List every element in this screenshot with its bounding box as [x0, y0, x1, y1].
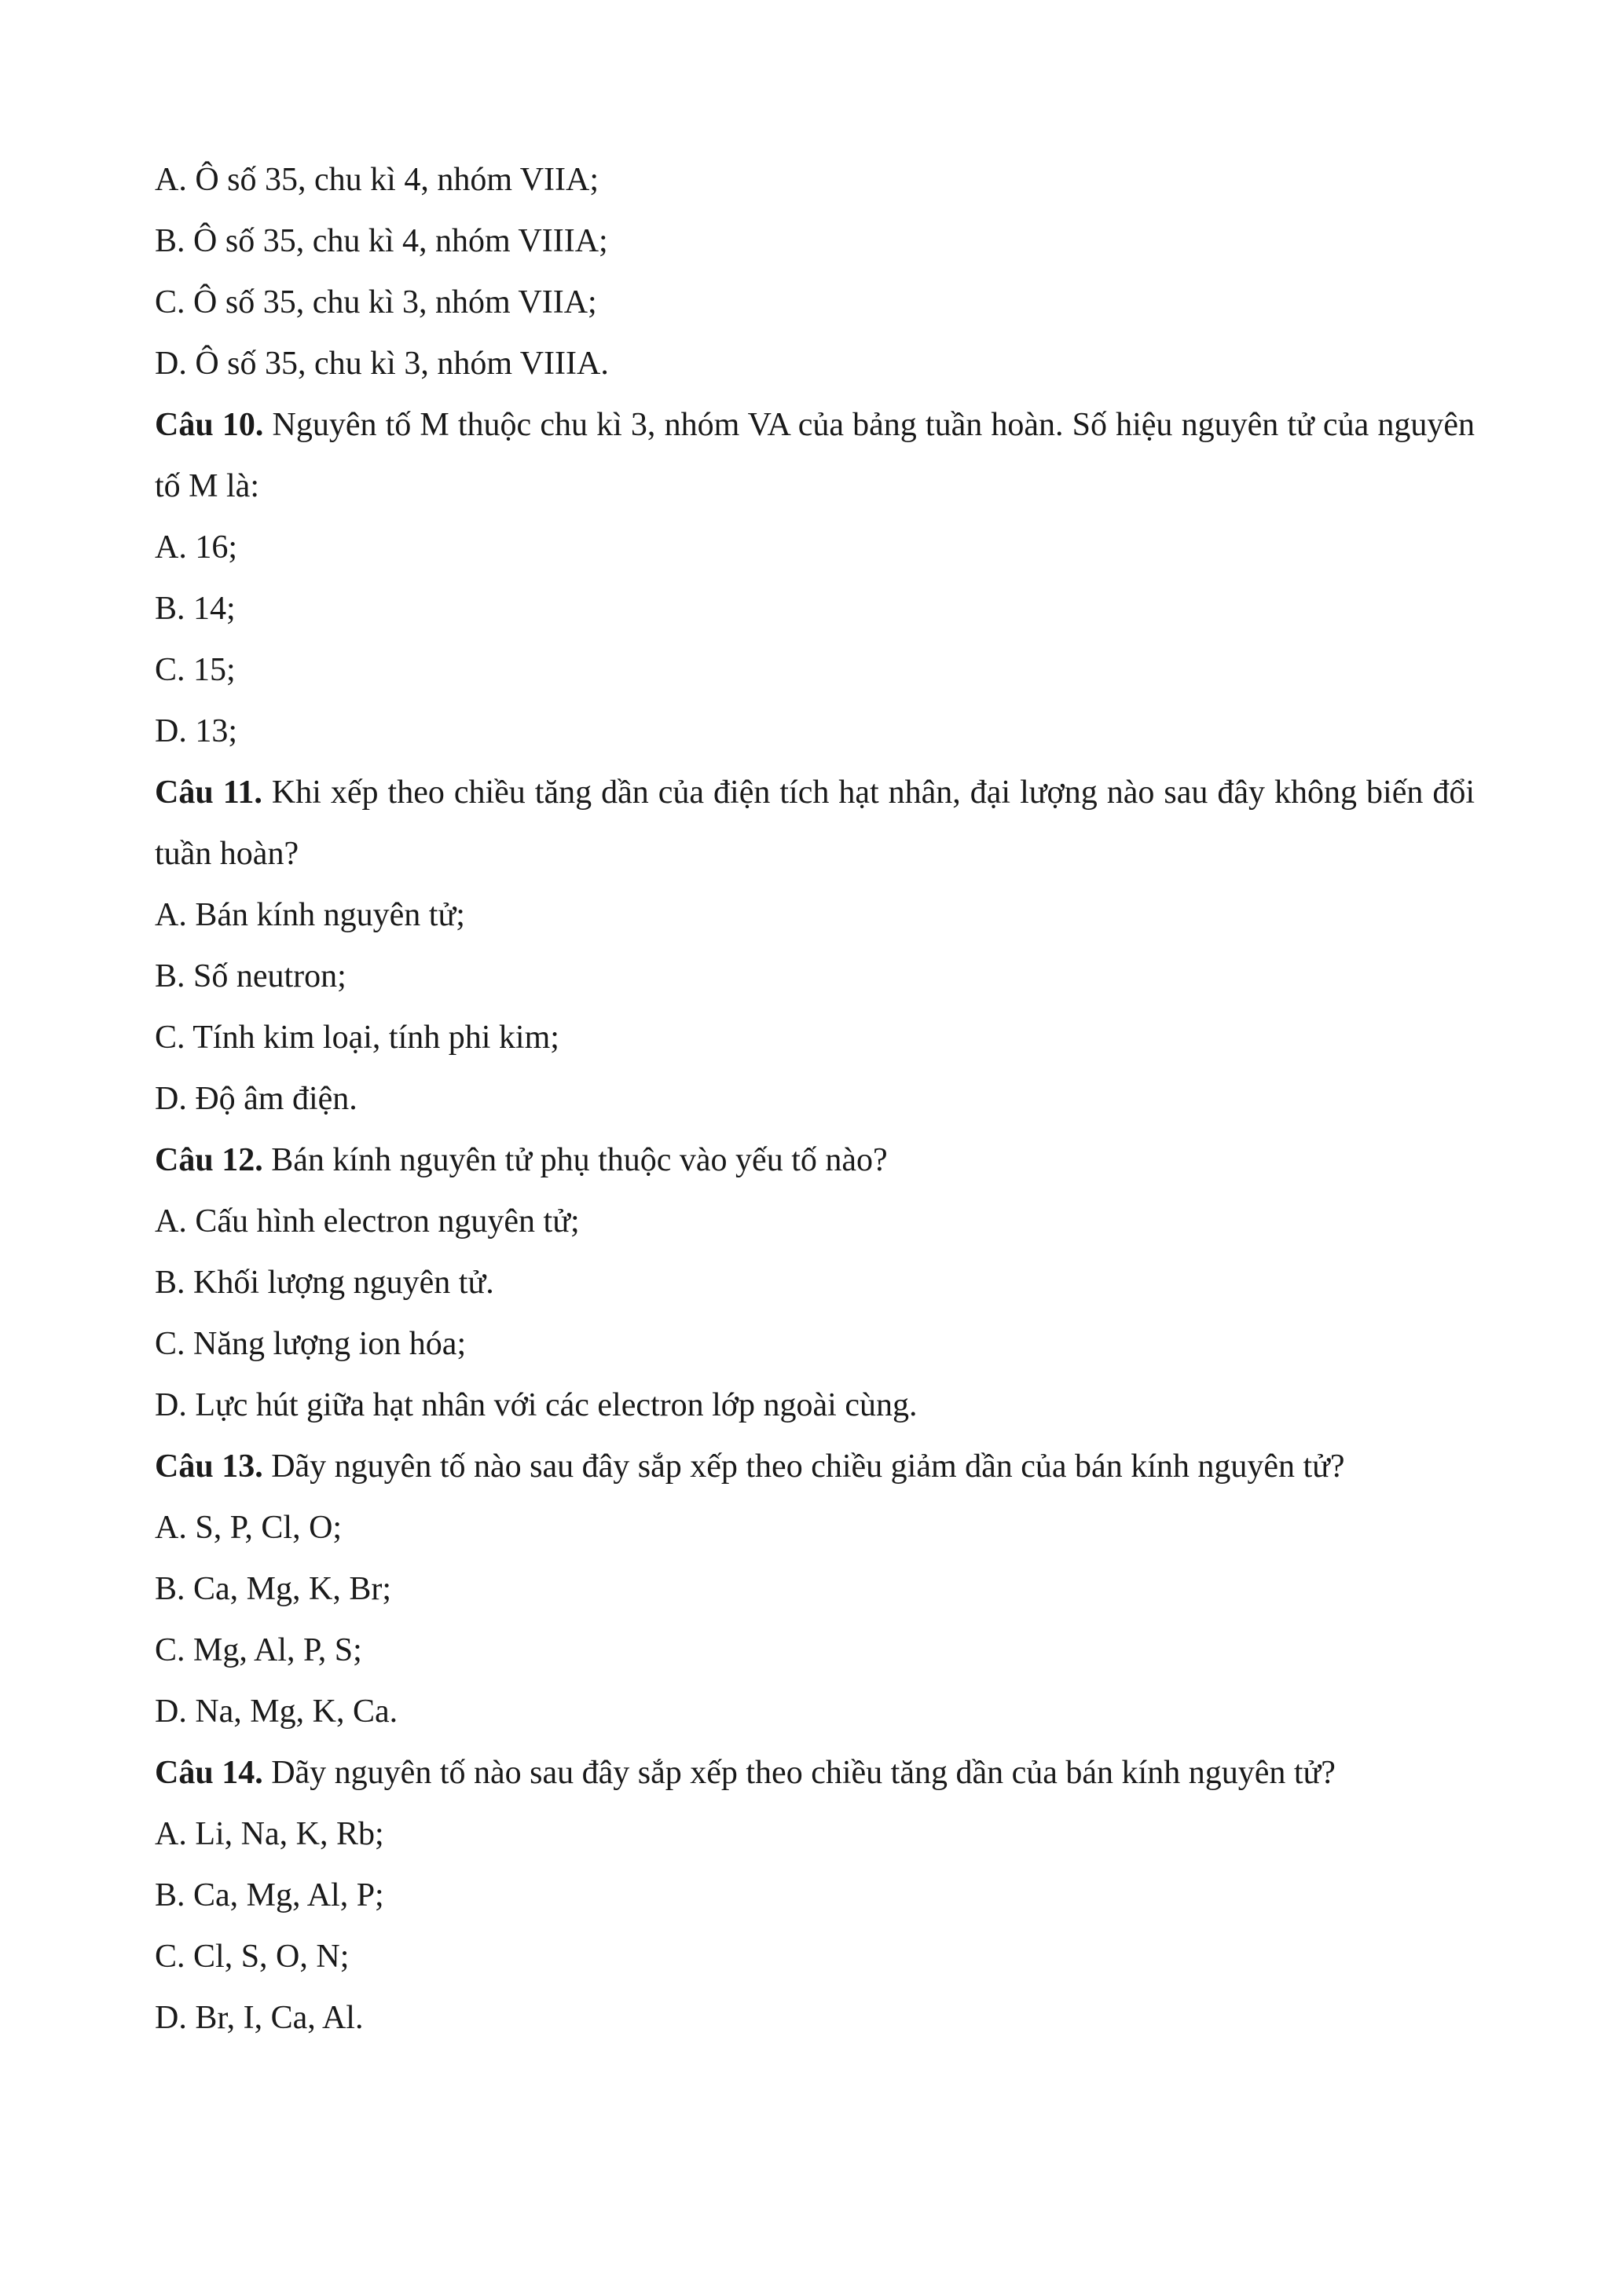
- option-a: A. 16;: [155, 529, 237, 566]
- option-d: D. Ô số 35, chu kì 3, nhóm VIIIA.: [155, 346, 609, 382]
- question-13-stem: [155, 1436, 1475, 1497]
- option-c: C. Ô số 35, chu kì 3, nhóm VIIA;: [155, 284, 597, 320]
- question-11-stem: [155, 762, 1475, 884]
- question-13-label: Câu 13.: [155, 1448, 263, 1485]
- option-c: C. Tính kim loại, tính phi kim;: [155, 1020, 559, 1056]
- option-d: D. Lực hút giữa hạt nhân với các electron lớp ngoài cùng.: [155, 1387, 918, 1423]
- question-12-label: Câu 12.: [155, 1142, 263, 1178]
- option-c: C. Năng lượng ion hóa;: [155, 1326, 467, 1362]
- question-12-stem: [155, 1130, 1475, 1191]
- option-a: A. S, P, Cl, O;: [155, 1510, 343, 1546]
- question-14: [155, 1742, 1475, 2049]
- option-c: C. 15;: [155, 652, 236, 688]
- option-b: B. Ca, Mg, K, Br;: [155, 1571, 392, 1607]
- option-a: A. Ô số 35, chu kì 4, nhóm VIIA;: [155, 162, 599, 198]
- option-d: D. Br, I, Ca, Al.: [155, 2000, 364, 2036]
- question-10-label: Câu 10.: [155, 407, 264, 443]
- question-13: [155, 1436, 1475, 1742]
- option-c: C. Cl, S, O, N;: [155, 1939, 350, 1975]
- document-body: [155, 149, 1475, 2049]
- question-9-options: [155, 149, 1475, 394]
- question-11-text: Khi xếp theo chiều tăng dần của điện tích hạt nhân, đại lượng nào sau đây không biến đổi tuần hoàn?: [155, 774, 1476, 872]
- question-14-text: Dãy nguyên tố nào sau đây sắp xếp theo chiều tăng dần của bán kính nguyên tử?: [271, 1755, 1336, 1791]
- question-12: [155, 1130, 1475, 1436]
- option-b: B. Ô số 35, chu kì 4, nhóm VIIIA;: [155, 223, 608, 259]
- question-10-stem: [155, 394, 1475, 517]
- question-11: [155, 762, 1475, 1130]
- option-a: A. Bán kính nguyên tử;: [155, 897, 465, 933]
- option-d: D. 13;: [155, 713, 237, 749]
- option-b: B. 14;: [155, 591, 236, 627]
- question-10-text: Nguyên tố M thuộc chu kì 3, nhóm VA của bảng tuần hoàn. Số hiệu nguyên tử của nguyên tố M là:: [155, 407, 1475, 504]
- question-13-text: Dãy nguyên tố nào sau đây sắp xếp theo chiều giảm dần của bán kính nguyên tử?: [271, 1448, 1345, 1485]
- option-b: B. Khối lượng nguyên tử.: [155, 1265, 494, 1301]
- option-b: B. Số neutron;: [155, 958, 346, 994]
- question-14-stem: [155, 1742, 1475, 1803]
- option-b: B. Ca, Mg, Al, P;: [155, 1877, 384, 1913]
- question-10: [155, 394, 1475, 762]
- option-d: D. Na, Mg, K, Ca.: [155, 1694, 398, 1730]
- question-11-label: Câu 11.: [155, 774, 262, 811]
- option-a: A. Cấu hình electron nguyên tử;: [155, 1203, 580, 1240]
- option-a: A. Li, Na, K, Rb;: [155, 1816, 384, 1852]
- question-14-label: Câu 14.: [155, 1755, 263, 1791]
- option-c: C. Mg, Al, P, S;: [155, 1632, 362, 1668]
- option-d: D. Độ âm điện.: [155, 1081, 357, 1117]
- question-12-text: Bán kính nguyên tử phụ thuộc vào yếu tố nào?: [271, 1142, 888, 1178]
